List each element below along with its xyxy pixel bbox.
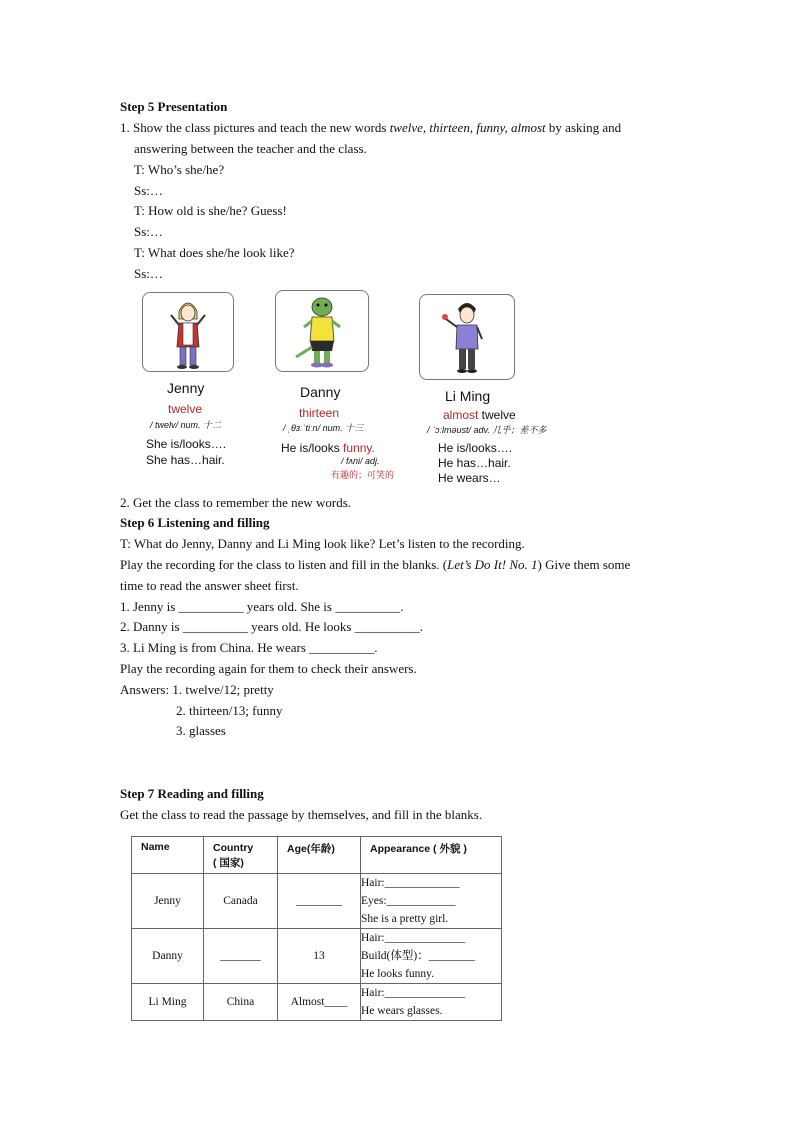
step7-intro: Get the class to read the passage by themselves, and fill in the blanks.: [120, 807, 483, 822]
text: Country: [213, 842, 254, 854]
cell-appearance: [361, 874, 502, 929]
text: ) Give them some: [537, 557, 631, 572]
table-row: [132, 874, 502, 929]
cell-name: Danny: [132, 929, 204, 984]
text: by asking and: [545, 120, 622, 135]
header-appearance: Appearance ( 外貌 ): [361, 837, 502, 874]
answers-line: Answers: 1. twelve/12; pretty: [120, 682, 274, 697]
text: Play the recording for the class to listen and fill in the blanks. (: [120, 557, 448, 572]
step6-title: Step 6 Listening and filling: [120, 515, 270, 530]
jenny-line: She is/looks….: [146, 437, 227, 451]
header-country: [204, 837, 278, 874]
liming-line: He has…hair.: [438, 456, 511, 470]
text: She is a pretty girl.: [361, 913, 449, 925]
dialogue-line: Ss:…: [134, 183, 163, 198]
blank-line-1: 1. Jenny is __________ years old. She is __________.: [120, 599, 404, 614]
step5-title: Step 5 Presentation: [120, 99, 228, 114]
new-words: twelve, thirteen, funny, almost: [389, 120, 546, 135]
danny-word: thirteen: [299, 406, 340, 420]
jenny-picture: [142, 292, 234, 372]
cell-age: 13: [278, 929, 361, 984]
reference: Let’s Do It! No. 1: [447, 557, 538, 572]
text: 1. Show the class pictures and teach the new words: [120, 120, 390, 135]
blank-line-3: 3. Li Ming is from China. He wears __________.: [120, 640, 378, 655]
danny-phonetic-2: / fʌni/ adj.: [341, 456, 380, 466]
liming-word-line: [443, 408, 516, 422]
jenny-illustration: [143, 293, 233, 371]
answers-line: 3. glasses: [176, 723, 226, 738]
cell-appearance: [361, 984, 502, 1021]
table-row: [132, 929, 502, 984]
text: Hair:_____________: [361, 877, 460, 889]
answers-line: 2. thirteen/13; funny: [176, 703, 283, 718]
step7-title: Step 7 Reading and filling: [120, 786, 264, 801]
text: Build(体型)：________: [361, 950, 475, 962]
step5-line2: answering between the teacher and the class.: [134, 141, 367, 156]
dialogue-line: Ss:…: [134, 266, 163, 281]
header-name: Name: [132, 837, 204, 874]
liming-line: He wears…: [438, 471, 501, 485]
danny-illustration: [276, 291, 368, 371]
cell-country: Canada: [204, 874, 278, 929]
appearance-table: [131, 836, 502, 1021]
liming-name: Li Ming: [445, 388, 491, 404]
text: Hair:______________: [361, 987, 466, 999]
keyword: almost: [443, 408, 479, 422]
step6-line: time to read the answer sheet first.: [120, 578, 299, 593]
text: Hair:______________: [361, 932, 466, 944]
cell-country: China: [204, 984, 278, 1021]
cell-age: ________: [278, 874, 361, 929]
blank-line-2: 2. Danny is __________ years old. He looks __________.: [120, 619, 423, 634]
danny-phonetic: / ˌθɜːˈtiːn/ num. 十三: [283, 423, 364, 433]
cell-country: _______: [204, 929, 278, 984]
table-header-row: [132, 837, 502, 874]
cell-name: Li Ming: [132, 984, 204, 1021]
text: He wears glasses.: [361, 1005, 443, 1017]
text: ( 国家): [213, 857, 244, 869]
liming-line: He is/looks….: [438, 441, 513, 455]
liming-phonetic: / ˈɔːlməust/ adv. 几乎；差不多: [427, 425, 547, 435]
cell-age: Almost____: [278, 984, 361, 1021]
jenny-word: twelve: [168, 402, 203, 416]
keyword: funny.: [343, 441, 375, 455]
step6-line: T: What do Jenny, Danny and Li Ming look like? Let’s listen to the recording.: [120, 536, 525, 551]
text: Eyes:____________: [361, 895, 456, 907]
danny-line: [281, 441, 375, 455]
danny-name: Danny: [300, 384, 341, 400]
danny-meaning: 有趣的；可笑的: [331, 470, 395, 480]
jenny-phonetic: / twelv/ num. 十二: [150, 420, 222, 430]
dialogue-line: T: How old is she/he? Guess!: [134, 203, 287, 218]
text: He is/looks: [281, 441, 344, 455]
cell-appearance: [361, 929, 502, 984]
jenny-name: Jenny: [167, 380, 205, 396]
danny-picture: [275, 290, 369, 372]
text: He looks funny.: [361, 968, 435, 980]
text: twelve: [478, 408, 516, 422]
step6-line: [120, 557, 630, 573]
step5-line1: [120, 120, 621, 136]
step6-line: Play the recording again for them to check their answers.: [120, 661, 417, 676]
table-row: [132, 984, 502, 1021]
header-age: Age(年龄): [278, 837, 361, 874]
liming-illustration: [420, 295, 514, 379]
jenny-line: She has…hair.: [146, 453, 225, 467]
dialogue-line: T: What does she/he look like?: [134, 245, 295, 260]
liming-picture: [419, 294, 515, 380]
step5-line3: 2. Get the class to remember the new words.: [120, 495, 352, 510]
dialogue-line: T: Who’s she/he?: [134, 162, 225, 177]
cell-name: Jenny: [132, 874, 204, 929]
dialogue-line: Ss:…: [134, 224, 163, 239]
